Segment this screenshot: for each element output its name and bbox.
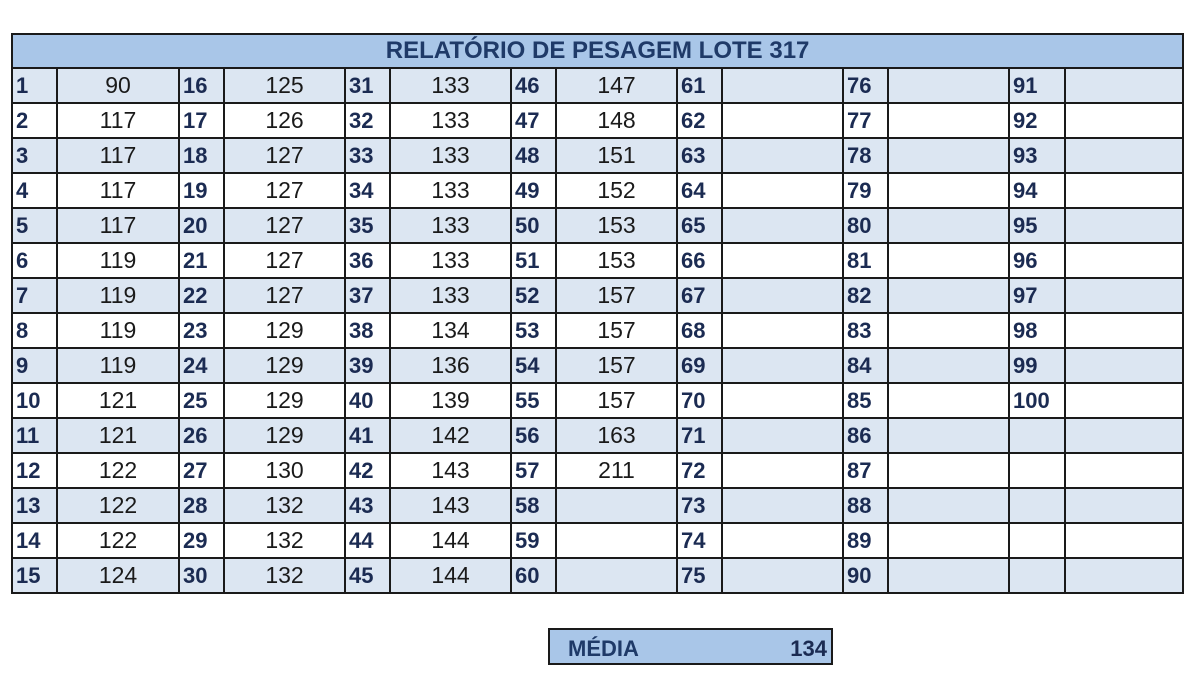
weight-cell: 144 — [390, 558, 511, 593]
weight-cell: 133 — [390, 68, 511, 103]
animal-number-cell — [1009, 488, 1065, 523]
weight-cell — [1065, 173, 1183, 208]
table-row — [12, 138, 1183, 173]
animal-number-cell: 11 — [12, 418, 57, 453]
animal-number-cell: 29 — [179, 523, 224, 558]
weight-cell — [888, 278, 1009, 313]
animal-number-cell: 92 — [1009, 103, 1065, 138]
animal-number-cell: 1 — [12, 68, 57, 103]
animal-number-cell: 59 — [511, 523, 556, 558]
weight-cell: 132 — [224, 488, 345, 523]
animal-number-cell: 74 — [677, 523, 722, 558]
weight-cell: 117 — [57, 138, 179, 173]
average-summary — [548, 628, 833, 665]
weight-cell — [1065, 418, 1183, 453]
animal-number-cell: 78 — [843, 138, 888, 173]
weight-cell: 127 — [224, 208, 345, 243]
weight-cell: 90 — [57, 68, 179, 103]
weight-cell: 117 — [57, 103, 179, 138]
weight-cell — [1065, 68, 1183, 103]
average-value: 134 — [790, 636, 827, 661]
table-row — [12, 418, 1183, 453]
weight-cell — [888, 208, 1009, 243]
weight-cell: 122 — [57, 488, 179, 523]
animal-number-cell: 52 — [511, 278, 556, 313]
weight-cell — [722, 488, 843, 523]
animal-number-cell: 23 — [179, 313, 224, 348]
weight-cell: 142 — [390, 418, 511, 453]
animal-number-cell: 84 — [843, 348, 888, 383]
animal-number-cell: 44 — [345, 523, 390, 558]
weight-cell — [1065, 453, 1183, 488]
weight-cell: 126 — [224, 103, 345, 138]
weight-cell — [888, 313, 1009, 348]
animal-number-cell: 10 — [12, 383, 57, 418]
weight-cell — [1065, 243, 1183, 278]
weight-cell: 119 — [57, 243, 179, 278]
weight-cell — [888, 173, 1009, 208]
weight-cell: 157 — [556, 313, 677, 348]
animal-number-cell: 75 — [677, 558, 722, 593]
animal-number-cell: 28 — [179, 488, 224, 523]
weight-cell: 136 — [390, 348, 511, 383]
animal-number-cell: 47 — [511, 103, 556, 138]
weight-cell — [1065, 278, 1183, 313]
animal-number-cell: 26 — [179, 418, 224, 453]
weight-cell: 157 — [556, 348, 677, 383]
average-label: MÉDIA — [568, 636, 639, 661]
weight-cell: 133 — [390, 138, 511, 173]
animal-number-cell: 38 — [345, 313, 390, 348]
weight-cell: 148 — [556, 103, 677, 138]
weight-cell: 127 — [224, 173, 345, 208]
animal-number-cell: 37 — [345, 278, 390, 313]
weight-cell: 152 — [556, 173, 677, 208]
animal-number-cell: 60 — [511, 558, 556, 593]
weight-cell: 157 — [556, 278, 677, 313]
animal-number-cell: 50 — [511, 208, 556, 243]
weight-cell — [1065, 488, 1183, 523]
weight-cell: 125 — [224, 68, 345, 103]
weight-cell — [556, 488, 677, 523]
animal-number-cell: 53 — [511, 313, 556, 348]
animal-number-cell: 76 — [843, 68, 888, 103]
animal-number-cell: 85 — [843, 383, 888, 418]
animal-number-cell: 72 — [677, 453, 722, 488]
weight-cell: 153 — [556, 208, 677, 243]
weight-cell: 122 — [57, 523, 179, 558]
animal-number-cell: 13 — [12, 488, 57, 523]
animal-number-cell: 99 — [1009, 348, 1065, 383]
table-row — [12, 488, 1183, 523]
animal-number-cell: 16 — [179, 68, 224, 103]
animal-number-cell: 81 — [843, 243, 888, 278]
weight-cell: 121 — [57, 418, 179, 453]
table-row — [12, 313, 1183, 348]
animal-number-cell: 54 — [511, 348, 556, 383]
animal-number-cell — [1009, 558, 1065, 593]
weight-cell: 153 — [556, 243, 677, 278]
animal-number-cell: 20 — [179, 208, 224, 243]
weight-cell: 133 — [390, 173, 511, 208]
animal-number-cell: 19 — [179, 173, 224, 208]
animal-number-cell: 70 — [677, 383, 722, 418]
animal-number-cell: 6 — [12, 243, 57, 278]
weight-cell: 119 — [57, 348, 179, 383]
animal-number-cell — [1009, 523, 1065, 558]
animal-number-cell: 93 — [1009, 138, 1065, 173]
weight-cell: 133 — [390, 103, 511, 138]
weight-cell — [556, 523, 677, 558]
animal-number-cell: 18 — [179, 138, 224, 173]
weight-cell — [1065, 208, 1183, 243]
animal-number-cell: 22 — [179, 278, 224, 313]
table-row — [12, 278, 1183, 313]
animal-number-cell: 34 — [345, 173, 390, 208]
table-row — [12, 558, 1183, 593]
animal-number-cell: 48 — [511, 138, 556, 173]
animal-number-cell: 63 — [677, 138, 722, 173]
animal-number-cell: 17 — [179, 103, 224, 138]
animal-number-cell: 40 — [345, 383, 390, 418]
weight-cell — [1065, 348, 1183, 383]
animal-number-cell: 73 — [677, 488, 722, 523]
weight-cell: 124 — [57, 558, 179, 593]
animal-number-cell — [1009, 418, 1065, 453]
animal-number-cell: 80 — [843, 208, 888, 243]
animal-number-cell: 3 — [12, 138, 57, 173]
weight-cell — [1065, 383, 1183, 418]
table-row — [12, 208, 1183, 243]
table-row — [12, 523, 1183, 558]
animal-number-cell: 39 — [345, 348, 390, 383]
animal-number-cell: 67 — [677, 278, 722, 313]
animal-number-cell: 35 — [345, 208, 390, 243]
weight-cell: 157 — [556, 383, 677, 418]
weight-cell — [888, 243, 1009, 278]
animal-number-cell: 33 — [345, 138, 390, 173]
weight-cell: 163 — [556, 418, 677, 453]
animal-number-cell: 8 — [12, 313, 57, 348]
weight-cell: 129 — [224, 313, 345, 348]
animal-number-cell: 89 — [843, 523, 888, 558]
weight-cell — [1065, 523, 1183, 558]
weight-cell — [722, 138, 843, 173]
animal-number-cell: 21 — [179, 243, 224, 278]
animal-number-cell: 66 — [677, 243, 722, 278]
weight-cell: 151 — [556, 138, 677, 173]
weight-cell — [888, 68, 1009, 103]
animal-number-cell: 61 — [677, 68, 722, 103]
weight-cell — [722, 208, 843, 243]
animal-number-cell: 25 — [179, 383, 224, 418]
animal-number-cell: 65 — [677, 208, 722, 243]
report-title: RELATÓRIO DE PESAGEM LOTE 317 — [12, 34, 1183, 68]
animal-number-cell: 95 — [1009, 208, 1065, 243]
animal-number-cell: 64 — [677, 173, 722, 208]
animal-number-cell: 31 — [345, 68, 390, 103]
animal-number-cell: 15 — [12, 558, 57, 593]
animal-number-cell: 27 — [179, 453, 224, 488]
animal-number-cell: 96 — [1009, 243, 1065, 278]
weight-cell — [1065, 558, 1183, 593]
animal-number-cell: 97 — [1009, 278, 1065, 313]
weight-cell — [722, 453, 843, 488]
animal-number-cell: 79 — [843, 173, 888, 208]
animal-number-cell: 36 — [345, 243, 390, 278]
animal-number-cell: 46 — [511, 68, 556, 103]
weight-cell: 132 — [224, 558, 345, 593]
weight-cell: 122 — [57, 453, 179, 488]
animal-number-cell: 5 — [12, 208, 57, 243]
weight-cell: 130 — [224, 453, 345, 488]
animal-number-cell: 14 — [12, 523, 57, 558]
weight-cell — [722, 383, 843, 418]
weight-cell — [888, 418, 1009, 453]
animal-number-cell: 41 — [345, 418, 390, 453]
animal-number-cell: 62 — [677, 103, 722, 138]
weight-cell — [722, 558, 843, 593]
weight-cell: 129 — [224, 418, 345, 453]
weight-cell — [888, 348, 1009, 383]
weight-cell — [722, 68, 843, 103]
weight-cell — [1065, 103, 1183, 138]
animal-number-cell: 88 — [843, 488, 888, 523]
table-row — [12, 383, 1183, 418]
weight-cell — [888, 383, 1009, 418]
weight-cell — [888, 558, 1009, 593]
weight-cell — [722, 278, 843, 313]
animal-number-cell: 91 — [1009, 68, 1065, 103]
weight-cell: 117 — [57, 208, 179, 243]
weight-cell — [722, 173, 843, 208]
weight-cell — [722, 523, 843, 558]
table-row — [12, 453, 1183, 488]
weight-cell — [888, 488, 1009, 523]
weight-cell — [722, 103, 843, 138]
animal-number-cell: 9 — [12, 348, 57, 383]
animal-number-cell — [1009, 453, 1065, 488]
weight-cell — [1065, 138, 1183, 173]
animal-number-cell: 98 — [1009, 313, 1065, 348]
weighing-report-table — [11, 33, 1184, 594]
animal-number-cell: 42 — [345, 453, 390, 488]
animal-number-cell: 83 — [843, 313, 888, 348]
table-row — [12, 348, 1183, 383]
animal-number-cell: 58 — [511, 488, 556, 523]
weight-cell: 121 — [57, 383, 179, 418]
weight-cell: 139 — [390, 383, 511, 418]
weight-cell — [1065, 313, 1183, 348]
animal-number-cell: 12 — [12, 453, 57, 488]
animal-number-cell: 57 — [511, 453, 556, 488]
animal-number-cell: 30 — [179, 558, 224, 593]
weight-cell — [888, 103, 1009, 138]
weight-cell: 129 — [224, 348, 345, 383]
animal-number-cell: 56 — [511, 418, 556, 453]
weight-cell: 127 — [224, 243, 345, 278]
weight-cell — [722, 418, 843, 453]
weight-cell — [722, 243, 843, 278]
animal-number-cell: 32 — [345, 103, 390, 138]
animal-number-cell: 90 — [843, 558, 888, 593]
weight-cell: 117 — [57, 173, 179, 208]
animal-number-cell: 94 — [1009, 173, 1065, 208]
weight-cell — [722, 348, 843, 383]
weight-cell: 132 — [224, 523, 345, 558]
animal-number-cell: 51 — [511, 243, 556, 278]
animal-number-cell: 100 — [1009, 383, 1065, 418]
animal-number-cell: 71 — [677, 418, 722, 453]
weight-cell: 133 — [390, 208, 511, 243]
animal-number-cell: 77 — [843, 103, 888, 138]
weight-cell: 143 — [390, 488, 511, 523]
table-row — [12, 103, 1183, 138]
table-row — [12, 243, 1183, 278]
weight-cell — [888, 138, 1009, 173]
weight-cell: 133 — [390, 243, 511, 278]
weight-cell: 143 — [390, 453, 511, 488]
title-row — [12, 34, 1183, 68]
animal-number-cell: 82 — [843, 278, 888, 313]
animal-number-cell: 69 — [677, 348, 722, 383]
weight-cell: 134 — [390, 313, 511, 348]
weight-cell: 147 — [556, 68, 677, 103]
table-row — [12, 68, 1183, 103]
weight-cell: 129 — [224, 383, 345, 418]
animal-number-cell: 86 — [843, 418, 888, 453]
weight-cell: 119 — [57, 278, 179, 313]
weight-cell: 119 — [57, 313, 179, 348]
animal-number-cell: 49 — [511, 173, 556, 208]
animal-number-cell: 2 — [12, 103, 57, 138]
animal-number-cell: 68 — [677, 313, 722, 348]
weight-cell: 133 — [390, 278, 511, 313]
weight-cell: 144 — [390, 523, 511, 558]
animal-number-cell: 87 — [843, 453, 888, 488]
animal-number-cell: 4 — [12, 173, 57, 208]
table-row — [12, 173, 1183, 208]
weight-cell — [888, 453, 1009, 488]
weight-cell — [556, 558, 677, 593]
animal-number-cell: 43 — [345, 488, 390, 523]
weight-cell — [888, 523, 1009, 558]
weight-cell — [722, 313, 843, 348]
weight-cell: 211 — [556, 453, 677, 488]
animal-number-cell: 7 — [12, 278, 57, 313]
animal-number-cell: 45 — [345, 558, 390, 593]
weight-cell: 127 — [224, 278, 345, 313]
animal-number-cell: 24 — [179, 348, 224, 383]
animal-number-cell: 55 — [511, 383, 556, 418]
weight-cell: 127 — [224, 138, 345, 173]
